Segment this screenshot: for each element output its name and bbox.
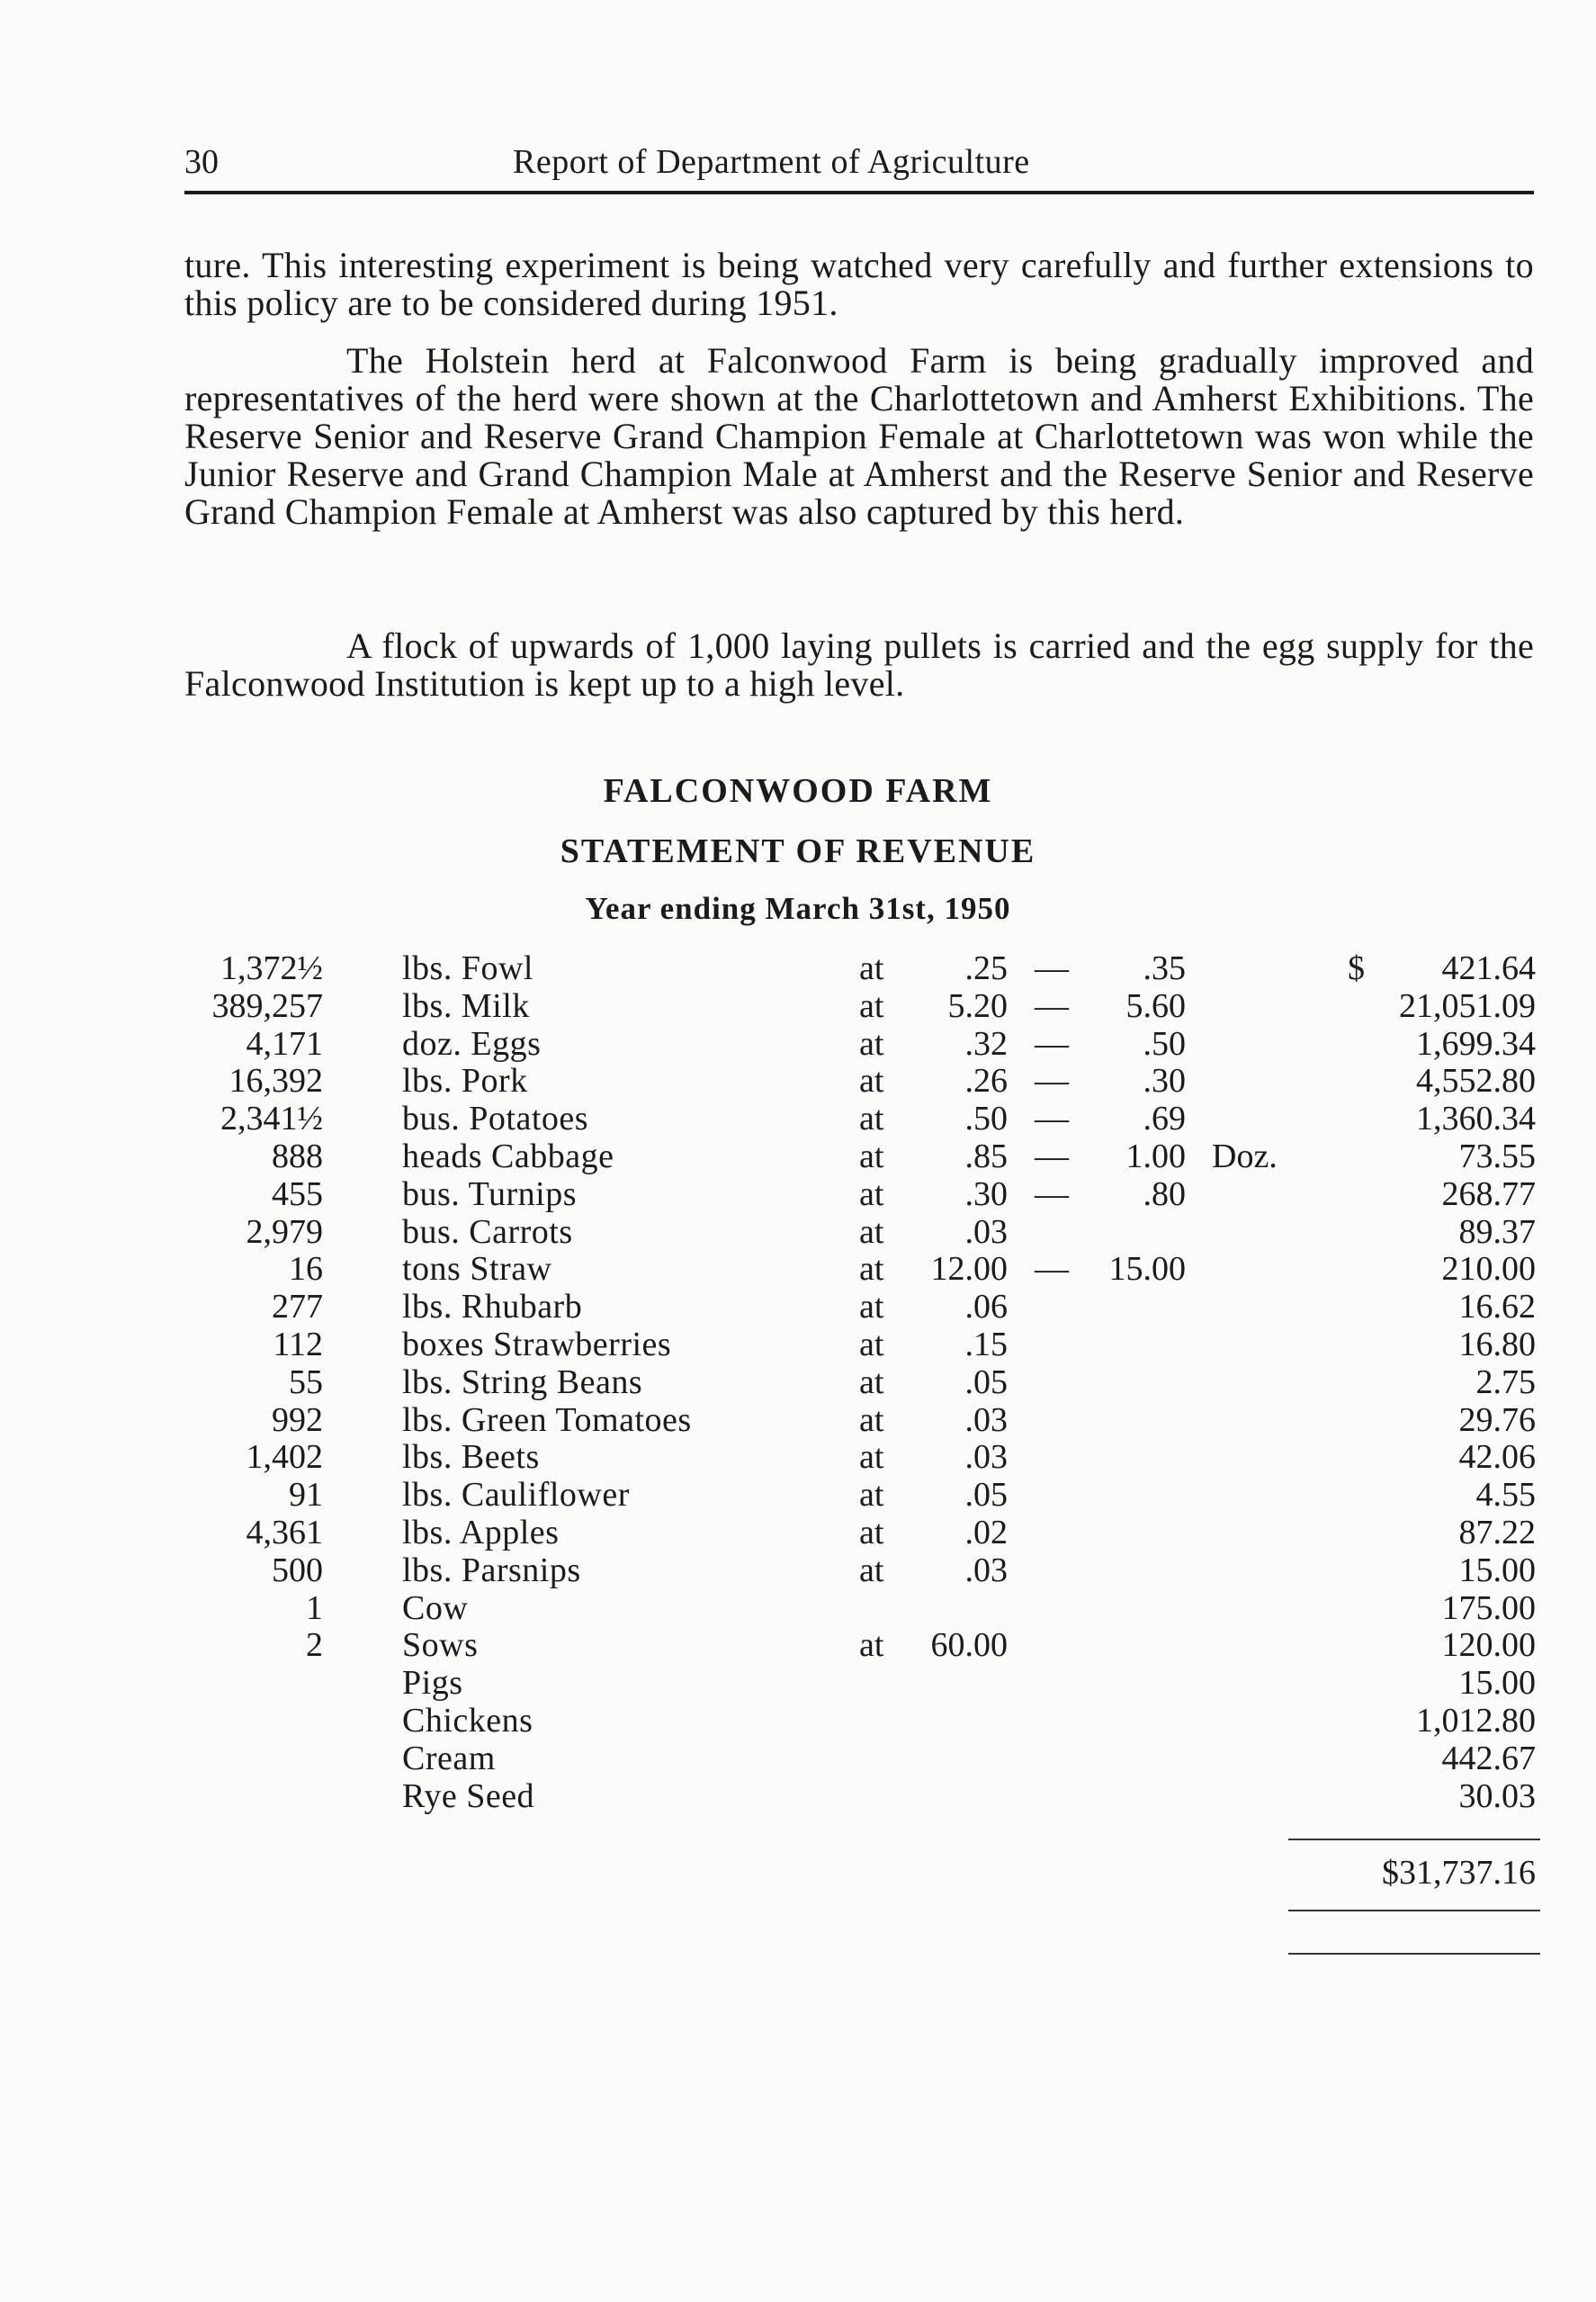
table-row: [0, 1589, 1596, 1627]
price-high-cell: .69: [1143, 1100, 1186, 1138]
at-cell: at: [859, 1325, 884, 1363]
quantity-cell: 2,341½: [220, 1100, 323, 1138]
amount-cell: 1,360.34: [1416, 1100, 1536, 1138]
amount-cell: 42.06: [1458, 1438, 1536, 1477]
table-row: [0, 987, 1596, 1025]
table-row: [0, 949, 1596, 987]
price-low-cell: .15: [964, 1325, 1008, 1363]
item-cell: boxes Strawberries: [402, 1325, 672, 1363]
at-cell: at: [859, 949, 884, 987]
at-cell: at: [859, 1288, 884, 1326]
price-low-cell: 5.20: [947, 986, 1008, 1025]
paragraph-continuation: ture. This interesting experiment is being watched very carefully and further extensions to this policy are to be considered during 1951.: [184, 245, 1534, 323]
item-cell: lbs. Beets: [402, 1438, 540, 1477]
amount-cell: 89.37: [1458, 1212, 1536, 1251]
price-high-cell: 5.60: [1125, 986, 1186, 1025]
item-cell: Pigs: [402, 1664, 463, 1703]
table-row: [0, 1551, 1596, 1589]
table-row: [0, 1100, 1596, 1138]
page-header: [184, 142, 1534, 187]
quantity-cell: 1,372½: [220, 949, 323, 987]
amount-cell: 15.00: [1458, 1551, 1536, 1589]
price-low-cell: .02: [964, 1513, 1008, 1551]
price-low-cell: .03: [964, 1551, 1008, 1589]
at-cell: at: [859, 1626, 884, 1665]
quantity-cell: 1,402: [246, 1438, 323, 1477]
quantity-cell: 992: [272, 1400, 323, 1439]
item-cell: bus. Turnips: [402, 1174, 577, 1213]
amount-cell: 210.00: [1441, 1250, 1536, 1289]
at-cell: at: [859, 1212, 884, 1251]
statement-subtitle: STATEMENT OF REVENUE: [560, 832, 1036, 870]
total-rule-top: [1288, 1839, 1540, 1840]
amount-cell: 30.03: [1458, 1776, 1536, 1815]
header-rule: [184, 191, 1534, 194]
table-row: [0, 1664, 1596, 1702]
price-low-cell: .85: [964, 1137, 1008, 1175]
amount-cell: 421.64: [1441, 949, 1536, 987]
at-cell: at: [859, 1438, 884, 1477]
at-cell: at: [859, 1362, 884, 1401]
item-cell: doz. Eggs: [402, 1024, 542, 1063]
price-low-cell: .05: [964, 1362, 1008, 1401]
quantity-cell: 4,171: [246, 1024, 323, 1063]
item-cell: lbs. Pork: [402, 1062, 528, 1101]
item-cell: lbs. Cauliflower: [402, 1476, 630, 1515]
at-cell: at: [859, 1250, 884, 1289]
price-dash-cell: —: [1035, 1174, 1069, 1213]
price-high-cell: .50: [1143, 1024, 1186, 1063]
table-row: [0, 1025, 1596, 1063]
item-cell: lbs. Parsnips: [402, 1551, 581, 1589]
price-dash-cell: —: [1035, 949, 1069, 987]
price-low-cell: .06: [964, 1288, 1008, 1326]
amount-cell: 1,699.34: [1416, 1024, 1536, 1063]
amount-cell: 2.75: [1475, 1362, 1536, 1401]
page-number: 30: [184, 143, 219, 181]
item-cell: lbs. Apples: [402, 1513, 560, 1551]
quantity-cell: 1: [306, 1588, 323, 1627]
at-cell: at: [859, 1174, 884, 1213]
table-row: [0, 1438, 1596, 1476]
revenue-total: $31,737.16: [1382, 1854, 1536, 1892]
quantity-cell: 888: [272, 1137, 323, 1175]
table-row: [0, 1514, 1596, 1551]
item-cell: bus. Carrots: [402, 1212, 573, 1251]
at-cell: at: [859, 1137, 884, 1175]
amount-cell: 73.55: [1458, 1137, 1536, 1175]
amount-cell: 1,012.80: [1416, 1701, 1536, 1740]
table-row: [0, 1702, 1596, 1740]
price-low-cell: .03: [964, 1438, 1008, 1477]
at-cell: at: [859, 1062, 884, 1101]
table-row: [0, 1062, 1596, 1100]
amount-cell: 16.80: [1458, 1325, 1536, 1363]
at-cell: at: [859, 986, 884, 1025]
table-row: [0, 1288, 1596, 1326]
revenue-table: [0, 949, 1596, 1814]
statement-title: FALCONWOOD FARM: [603, 772, 993, 810]
table-row: [0, 1326, 1596, 1363]
at-cell: at: [859, 1100, 884, 1138]
amount-cell: 442.67: [1441, 1739, 1536, 1777]
price-low-cell: .50: [964, 1100, 1008, 1138]
price-low-cell: .30: [964, 1174, 1008, 1213]
paragraph-laying-pullets: A flock of upwards of 1,000 laying pullets is carried and the egg supply for the Falconwood Institution is kept up to a high level.: [184, 625, 1534, 704]
item-cell: lbs. Green Tomatoes: [402, 1400, 692, 1439]
table-row: [0, 1626, 1596, 1664]
amount-cell: 87.22: [1458, 1513, 1536, 1551]
quantity-cell: 4,361: [246, 1513, 323, 1551]
total-double-rule-1: [1288, 1910, 1540, 1911]
amount-cell: 4.55: [1475, 1476, 1536, 1515]
table-row: [0, 1250, 1596, 1288]
item-cell: Cow: [402, 1588, 469, 1627]
item-cell: Rye Seed: [402, 1776, 535, 1815]
quantity-cell: 55: [289, 1362, 323, 1401]
quantity-cell: 389,257: [211, 986, 323, 1025]
price-note-cell: Doz.: [1212, 1137, 1278, 1175]
item-cell: bus. Potatoes: [402, 1100, 589, 1138]
running-title: Report of Department of Agriculture: [513, 143, 1030, 181]
quantity-cell: 455: [272, 1174, 323, 1213]
table-row: [0, 1476, 1596, 1514]
price-high-cell: .30: [1143, 1062, 1186, 1101]
table-row: [0, 1401, 1596, 1439]
table-row: [0, 1175, 1596, 1213]
item-cell: lbs. String Beans: [402, 1362, 643, 1401]
total-double-rule-2: [1288, 1953, 1540, 1955]
price-dash-cell: —: [1035, 1137, 1069, 1175]
quantity-cell: 112: [273, 1325, 323, 1363]
quantity-cell: 500: [272, 1551, 323, 1589]
price-high-cell: 15.00: [1108, 1250, 1186, 1289]
table-row: [0, 1740, 1596, 1777]
price-low-cell: 12.00: [930, 1250, 1008, 1289]
price-low-cell: .32: [964, 1024, 1008, 1063]
at-cell: at: [859, 1400, 884, 1439]
item-cell: tons Straw: [402, 1250, 552, 1289]
at-cell: at: [859, 1476, 884, 1515]
statement-period: Year ending March 31st, 1950: [585, 891, 1011, 926]
price-low-cell: .26: [964, 1062, 1008, 1101]
quantity-cell: 16,392: [229, 1062, 323, 1101]
amount-cell: 29.76: [1458, 1400, 1536, 1439]
amount-cell: 16.62: [1458, 1288, 1536, 1326]
quantity-cell: 91: [289, 1476, 323, 1515]
price-low-cell: .25: [964, 949, 1008, 987]
item-cell: heads Cabbage: [402, 1137, 614, 1175]
dollar-sign-cell: $: [1348, 949, 1365, 987]
at-cell: at: [859, 1513, 884, 1551]
price-low-cell: 60.00: [930, 1626, 1008, 1665]
table-row: [0, 1138, 1596, 1175]
item-cell: Chickens: [402, 1701, 533, 1740]
item-cell: Cream: [402, 1739, 496, 1777]
quantity-cell: 16: [289, 1250, 323, 1289]
table-row: [0, 1363, 1596, 1401]
price-low-cell: .05: [964, 1476, 1008, 1515]
table-row: [0, 1777, 1596, 1815]
price-high-cell: 1.00: [1125, 1137, 1186, 1175]
price-dash-cell: —: [1035, 1250, 1069, 1289]
price-high-cell: .35: [1143, 949, 1186, 987]
item-cell: Sows: [402, 1626, 479, 1665]
amount-cell: 120.00: [1441, 1626, 1536, 1665]
amount-cell: 175.00: [1441, 1588, 1536, 1627]
paragraph-holstein-herd: The Holstein herd at Falconwood Farm is being gradually improved and representatives of the herd were shown at the Charlottetown and Amherst Exhibitions. The Reserve Senior and Reserve Grand Champion Female at Charlottetown was won while the Junior Reserve and Grand Champion Male at Amherst and the Reserve Senior and Reserve Grand Champion Female at Amherst was also captured by this herd.: [184, 340, 1534, 532]
item-cell: lbs. Fowl: [402, 949, 533, 987]
price-low-cell: .03: [964, 1400, 1008, 1439]
price-dash-cell: —: [1035, 1100, 1069, 1138]
table-row: [0, 1213, 1596, 1251]
amount-cell: 15.00: [1458, 1664, 1536, 1703]
amount-cell: 4,552.80: [1416, 1062, 1536, 1101]
item-cell: lbs. Milk: [402, 986, 530, 1025]
price-dash-cell: —: [1035, 1024, 1069, 1063]
amount-cell: 268.77: [1441, 1174, 1536, 1213]
quantity-cell: 277: [272, 1288, 323, 1326]
at-cell: at: [859, 1024, 884, 1063]
price-low-cell: .03: [964, 1212, 1008, 1251]
amount-cell: 21,051.09: [1399, 986, 1536, 1025]
quantity-cell: 2,979: [246, 1212, 323, 1251]
price-high-cell: .80: [1143, 1174, 1186, 1213]
item-cell: lbs. Rhubarb: [402, 1288, 583, 1326]
quantity-cell: 2: [306, 1626, 323, 1665]
price-dash-cell: —: [1035, 1062, 1069, 1101]
price-dash-cell: —: [1035, 986, 1069, 1025]
at-cell: at: [859, 1551, 884, 1589]
